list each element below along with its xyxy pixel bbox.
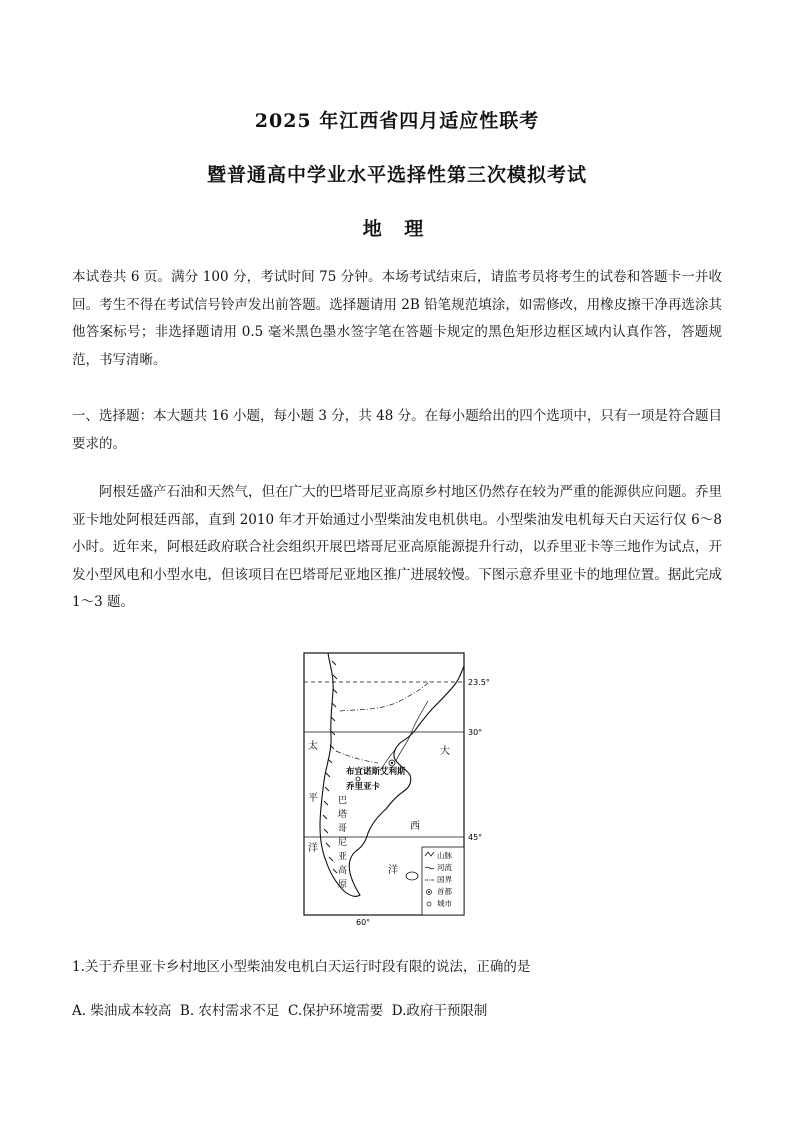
- exam-title-line1: 2025 年江西省四月适应性联考: [254, 110, 540, 132]
- lat-label-45: 45°: [468, 833, 483, 842]
- pacific-char-1: 太: [308, 741, 318, 752]
- region-char-2: 塔: [338, 810, 348, 820]
- region-char-6: 高: [338, 866, 348, 876]
- legend-city: 城市: [437, 899, 452, 908]
- legend-river: 河流: [437, 863, 452, 872]
- buenos-aires-label: 布宜诺斯艾利斯: [346, 767, 406, 777]
- reading-passage: 阿根廷盛产石油和天然气，但在广大的巴塔哥尼亚高原乡村地区仍然存在较为严重的能源供应问题。乔里亚卡地处阿根廷西部，直到 2010 年才开始通过小型柴油发电机供电。小型柴油发电机每天白天运行仅 6～8 小时。近年来，阿根廷政府联合社会组织开展巴塔哥尼亚高原能源提升行动，以乔里亚卡等三地作为试点，开发小型风电和小型水电，但该项目在巴塔哥尼亚地区推广进展较慢。下图示意乔里亚卡的地理位置。据此完成 1～3 题。: [72, 484, 722, 610]
- region-char-1: 巴: [338, 796, 348, 806]
- question-1-options: A. 柴油成本较高 B. 农村需求不足 C.保护环境需要 D.政府干预限制: [72, 1003, 488, 1019]
- lat-label-30: 30°: [468, 728, 483, 737]
- choriaca-label: 乔里亚卡: [346, 782, 381, 792]
- question-1-stem: 1.关于乔里亚卡乡村地区小型柴油发电机白天运行时段有限的说法，正确的是: [72, 959, 531, 975]
- pacific-char-2: 平: [308, 793, 318, 804]
- region-char-4: 尼: [338, 838, 348, 848]
- atlantic-char-3: 洋: [388, 865, 398, 876]
- legend-mountain: 山脉: [437, 851, 452, 860]
- atlantic-char-1: 大: [440, 746, 450, 757]
- region-char-7: 原: [338, 880, 348, 890]
- region-char-5: 亚: [338, 852, 348, 862]
- map-legend: [422, 847, 464, 915]
- legend-capital: 首都: [437, 887, 452, 896]
- legend-border: 国界: [437, 875, 452, 884]
- lat-label-23-5: 23.5°: [468, 678, 490, 687]
- pacific-char-3: 洋: [308, 843, 318, 854]
- region-char-3: 哥: [338, 824, 348, 834]
- exam-title-line2: 暨普通高中学业水平选择性第三次模拟考试: [206, 164, 587, 186]
- exam-instructions: 本试卷共 6 页。满分 100 分，考试时间 75 分钟。本场考试结束后，请监考员将考生的试卷和答题卡一并收回。考生不得在考试信号铃声发出前答题。选择题请用 2B 铅笔规范填涂，如需修改，用橡皮擦干净再选涂其他答案标号；非选择题请用 0.5 毫米黑色墨水签字笔在答题卡规定的黑色矩形边框区域内认真作答，答题规范，书写清晰。: [72, 269, 722, 368]
- section-heading-choice: 一、选择题：本大题共 16 小题，每小题 3 分，共 48 分。在每小题给出的四个选项中，只有一项是符合题目要求的。: [72, 408, 722, 452]
- atlantic-char-2: 西: [410, 821, 420, 832]
- lon-label-60: 60°: [356, 918, 371, 927]
- subject-title: 地 理: [362, 218, 432, 240]
- location-map: [300, 651, 500, 927]
